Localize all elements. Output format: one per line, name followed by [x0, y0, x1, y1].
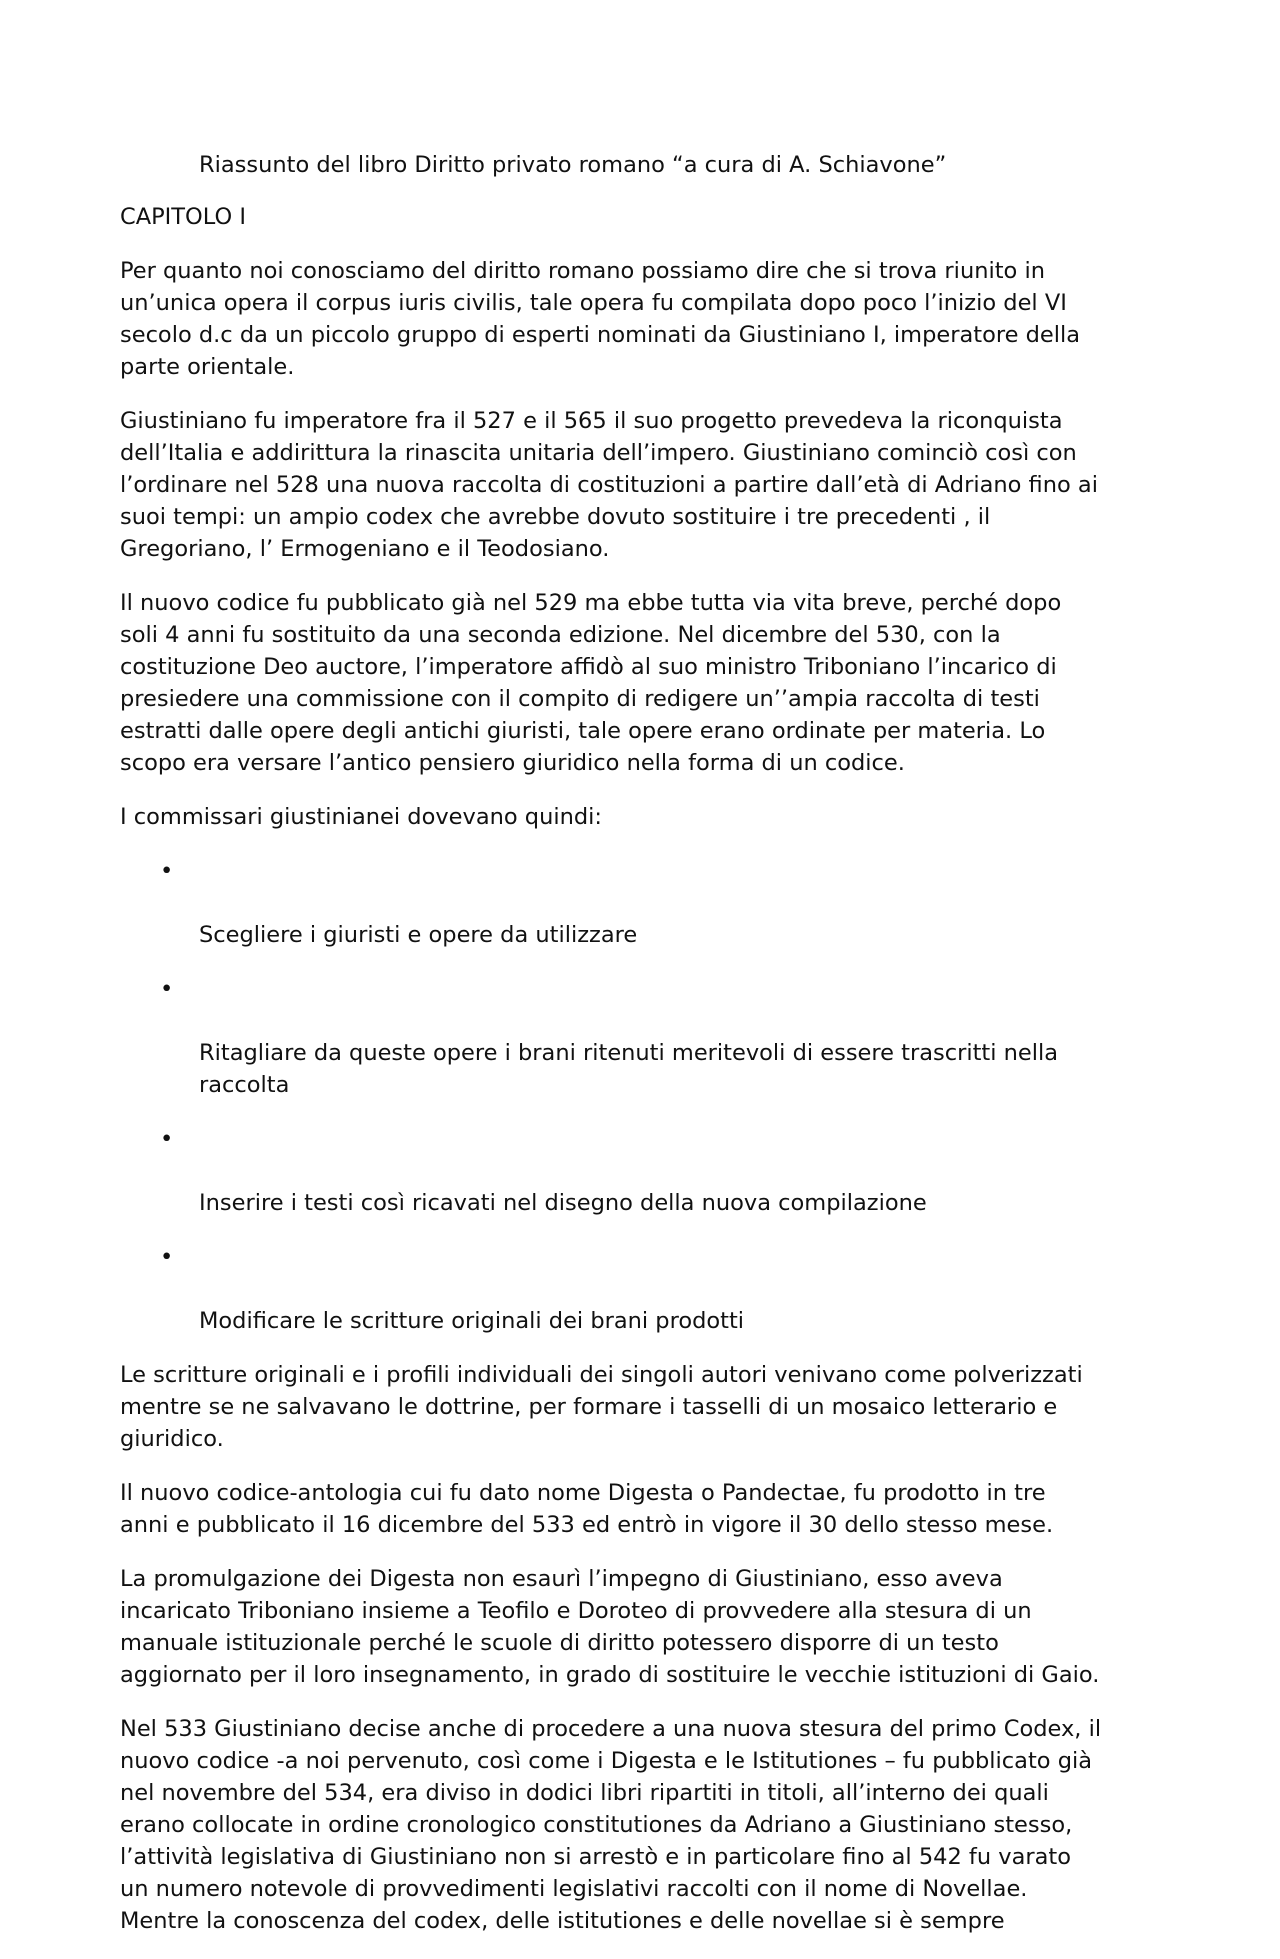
list-item-text: Inserire i testi così ricavati nel disegno della nuova compilazione [199, 1190, 927, 1216]
list-item [120, 973, 1165, 1101]
paragraph-promulgazione: La promulgazione dei Digesta non esaurì l’impegno di Giustiniano, esso aveva incaricato Triboniano insieme a Teofilo e Doroteo di provvedere alla stesura di un manuale istituzionale perché le scuole di diritto potessero disporre di un testo aggiornato per il loro insegnamento, in grado di sostituire le vecchie istituzioni di Gaio. [120, 1566, 1100, 1688]
chapter-heading: CAPITOLO I [120, 204, 246, 230]
paragraph-codex-534: Nel 533 Giustiniano decise anche di procedere a una nuova stesura del primo Codex, il nuovo codice -a noi pervenuto, così come i Digesta e le Istitutiones – fu pubblicato già nel novembre del 534, era diviso in dodici libri ripartiti in titoli, all’interno dei quali erano collocate in ordine cronologico constitutiones da Adriano a Giustiniano stesso, l’attività legislativa di Giustiniano non si arrestò e in particolare fino al 542 fu varato un numero notevole di provvedimenti legislativi raccolti con il nome di Novellae. Mentre la conoscenza del codex, delle istitutiones e delle novellae si è sempre [120, 1716, 1102, 1934]
paragraph-digesta: Il nuovo codice-antologia cui fu dato nome Digesta o Pandectae, fu prodotto in tre anni e pubblicato il 16 dicembre del 533 ed entrò in vigore il 30 dello stesso mese. [120, 1480, 1054, 1538]
list-item-text: Modificare le scritture originali dei brani prodotti [199, 1308, 745, 1334]
list-item-text: Scegliere i giuristi e opere da utilizzare [199, 922, 638, 948]
bullet-icon: • [160, 976, 174, 1002]
paragraph-scritture-originali: Le scritture originali e i profili individuali dei singoli autori venivano come polverizzati mentre se ne salvavano le dottrine, per formare i tasselli di un mosaico letterario e giuridico. [120, 1362, 1083, 1452]
list-item-text: Ritagliare da queste opere i brani ritenuti meritevoli di essere trascritti nella raccolta [199, 1040, 1059, 1098]
paragraph-giustiniano-imperatore: Giustiniano fu imperatore fra il 527 e il 565 il suo progetto prevedeva la riconquista dell’Italia e addirittura la rinascita unitaria dell’impero. Giustiniano cominciò così con l’ordinare nel 528 una nuova raccolta di costituzioni a partire dall’età di Adriano fino ai suoi tempi: un ampio codex che avrebbe dovuto sostituire i tre precedenti , il Gregoriano, l’ Ermogeniano e il Teodosiano. [120, 408, 1098, 562]
list-item [120, 1241, 1165, 1337]
paragraph-corpus-iuris: Per quanto noi conosciamo del diritto romano possiamo dire che si trova riunito in un’unica opera il corpus iuris civilis, tale opera fu compilata dopo poco l’inizio del VI secolo d.c da un piccolo gruppo di esperti nominati da Giustiniano I, imperatore della parte orientale. [120, 258, 1080, 380]
bullet-icon: • [160, 858, 174, 884]
bullet-icon: • [160, 1244, 174, 1270]
paragraph-nuovo-codice: Il nuovo codice fu pubblicato già nel 529 ma ebbe tutta via vita breve, perché dopo soli 4 anni fu sostituito da una seconda edizione. Nel dicembre del 530, con la costituzione Deo auctore, l’imperatore affidò al suo ministro Triboniano l’incarico di presiedere una commissione con il compito di redigere un’’ampia raccolta di testi estratti dalle opere degli antichi giuristi, tale opere erano ordinate per materia. Lo scopo era versare l’antico pensiero giuridico nella forma di un codice. [120, 590, 1062, 776]
paragraph-commissari-intro: I commissari giustinianei dovevano quindi: [120, 804, 602, 830]
list-item [120, 1123, 1165, 1219]
document-title: Riassunto del libro Diritto privato romano “a cura di A. Schiavone” [199, 152, 947, 178]
commissari-task-list [120, 855, 1165, 1337]
document-body [120, 149, 1165, 1959]
bullet-icon: • [160, 1126, 174, 1152]
list-item [120, 855, 1165, 951]
